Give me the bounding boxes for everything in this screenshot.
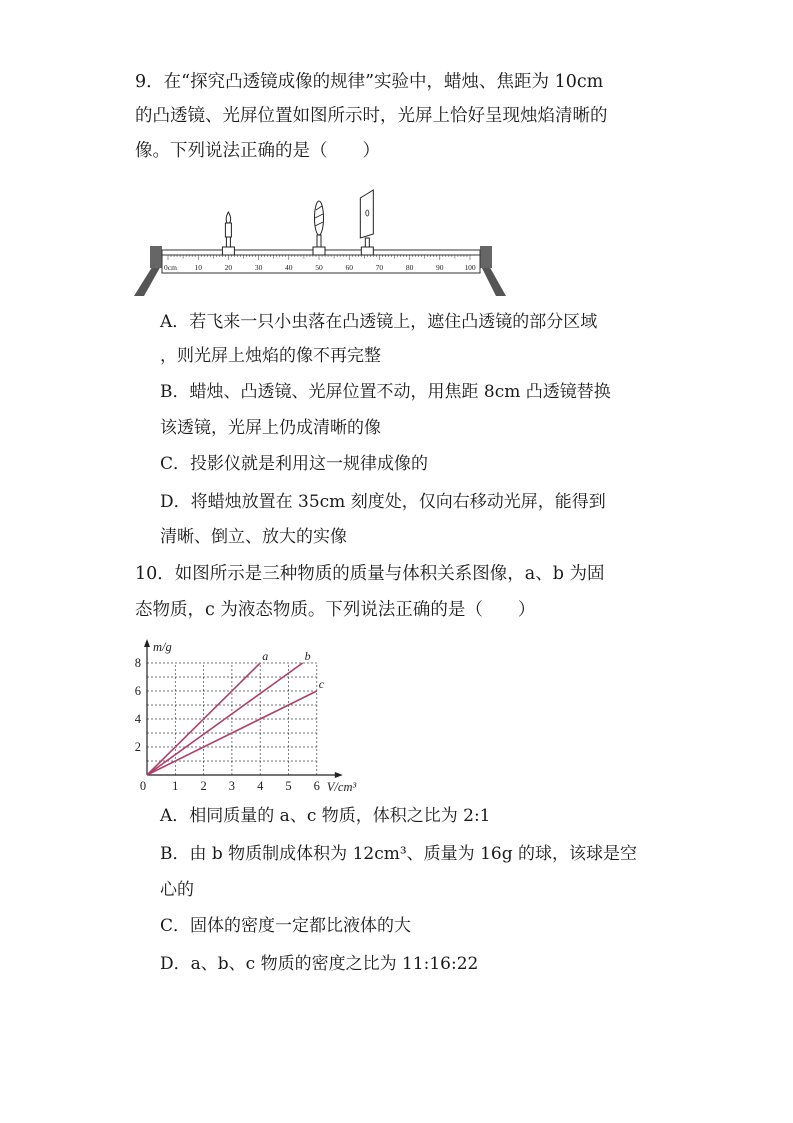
x-tick-label: 6 bbox=[313, 779, 320, 793]
ruler-tick-label: 50 bbox=[315, 263, 323, 272]
q9-option-c: C．投影仪就是利用这一规律成像的 bbox=[160, 454, 429, 474]
q9-line-2: 的凸透镜、光屏位置如图所示时，光屏上恰好呈现烛焰清晰的 bbox=[135, 106, 608, 126]
bench-left-end bbox=[150, 246, 162, 268]
q9-option-d: D．将蜡烛放置在 35cm 刻度处，仅向右移动光屏，能得到 bbox=[160, 492, 606, 512]
y-tick-label: 6 bbox=[134, 684, 141, 698]
lens-holder bbox=[317, 235, 321, 247]
light-screen bbox=[360, 190, 373, 255]
mass-volume-chart bbox=[128, 628, 358, 798]
candle-base bbox=[222, 247, 234, 255]
q10-line-2: 态物质，c 为液态物质。下列说法正确的是（ ） bbox=[135, 600, 536, 620]
x-axis-label: V/cm³ bbox=[326, 780, 357, 794]
series-label-c: c bbox=[318, 677, 325, 691]
q9-option-a-cont: ，则光屏上烛焰的像不再完整 bbox=[160, 346, 381, 366]
ruler-tick-label: 60 bbox=[345, 263, 353, 272]
q9-option-d-cont: 清晰、倒立、放大的实像 bbox=[160, 527, 347, 547]
ruler-tick-label: 80 bbox=[405, 263, 414, 272]
q10-option-c: C．固体的密度一定都比液体的大 bbox=[160, 916, 412, 936]
lens-base bbox=[313, 247, 325, 255]
q10-option-b-cont: 心的 bbox=[160, 880, 194, 900]
y-tick-label: 8 bbox=[134, 656, 141, 670]
screen-holder bbox=[365, 238, 369, 247]
x-tick-label: 1 bbox=[172, 779, 179, 793]
ruler-tick-label: 100 bbox=[464, 263, 476, 272]
series-label-b: b bbox=[304, 649, 311, 663]
y-axis-label: m/g bbox=[153, 640, 172, 654]
ruler-tick-label: 10 bbox=[194, 263, 202, 272]
chart-axes bbox=[144, 639, 343, 778]
ruler-unit-label: 0cm bbox=[164, 263, 177, 272]
q9-line-3: 像。下列说法正确的是（ ） bbox=[135, 141, 380, 161]
series-label-a: a bbox=[262, 649, 269, 663]
bench-right-leg bbox=[480, 264, 506, 296]
y-tick-label: 4 bbox=[134, 712, 141, 726]
q10-line-1: 10．如图所示是三种物质的质量与体积关系图像，a、b 为固 bbox=[135, 564, 605, 584]
y-axis-arrow bbox=[144, 639, 150, 647]
bench-right-end bbox=[480, 246, 492, 268]
candle bbox=[222, 212, 234, 255]
x-tick-label: 3 bbox=[228, 779, 236, 793]
q9-line-1: 9．在“探究凸透镜成像的规律”实验中，蜡烛、焦距为 10cm bbox=[135, 72, 604, 92]
candle-flame bbox=[226, 212, 231, 224]
q10-option-b: B．由 b 物质制成体积为 12cm³、质量为 16g 的球，该球是空 bbox=[160, 844, 637, 864]
ruler-tick-label: 70 bbox=[375, 263, 384, 272]
convex-lens bbox=[313, 201, 325, 255]
chart-grid bbox=[147, 663, 317, 775]
ruler-tick-label: 20 bbox=[224, 263, 233, 272]
candle-holder bbox=[226, 237, 230, 247]
screen-image bbox=[366, 210, 369, 216]
x-axis-arrow bbox=[335, 772, 343, 778]
ruler-tick-label: 40 bbox=[285, 263, 293, 272]
x-tick-label: 2 bbox=[200, 779, 207, 793]
optical-bench-figure bbox=[130, 172, 510, 297]
q10-option-a: A．相同质量的 a、c 物质，体积之比为 2:1 bbox=[160, 806, 491, 826]
q10-option-d: D．a、b、c 物质的密度之比为 11:16:22 bbox=[160, 954, 479, 974]
x-tick-label: 5 bbox=[285, 779, 292, 793]
x-tick-label: 0 bbox=[139, 779, 147, 793]
bench-left-leg bbox=[134, 264, 162, 296]
ruler-tick-label: 30 bbox=[254, 263, 263, 272]
x-tick-label: 4 bbox=[257, 779, 264, 793]
q9-option-b-cont: 该透镜，光屏上仍成清晰的像 bbox=[160, 418, 381, 438]
ruler-tick-label: 90 bbox=[436, 263, 444, 272]
y-tick-label: 2 bbox=[134, 740, 141, 754]
q9-option-b: B．蜡烛、凸透镜、光屏位置不动，用焦距 8cm 凸透镜替换 bbox=[160, 382, 611, 402]
candle-body bbox=[225, 223, 231, 237]
q9-option-a: A．若飞来一只小虫落在凸透镜上，遮住凸透镜的部分区域 bbox=[160, 312, 598, 332]
screen-base bbox=[361, 247, 373, 255]
